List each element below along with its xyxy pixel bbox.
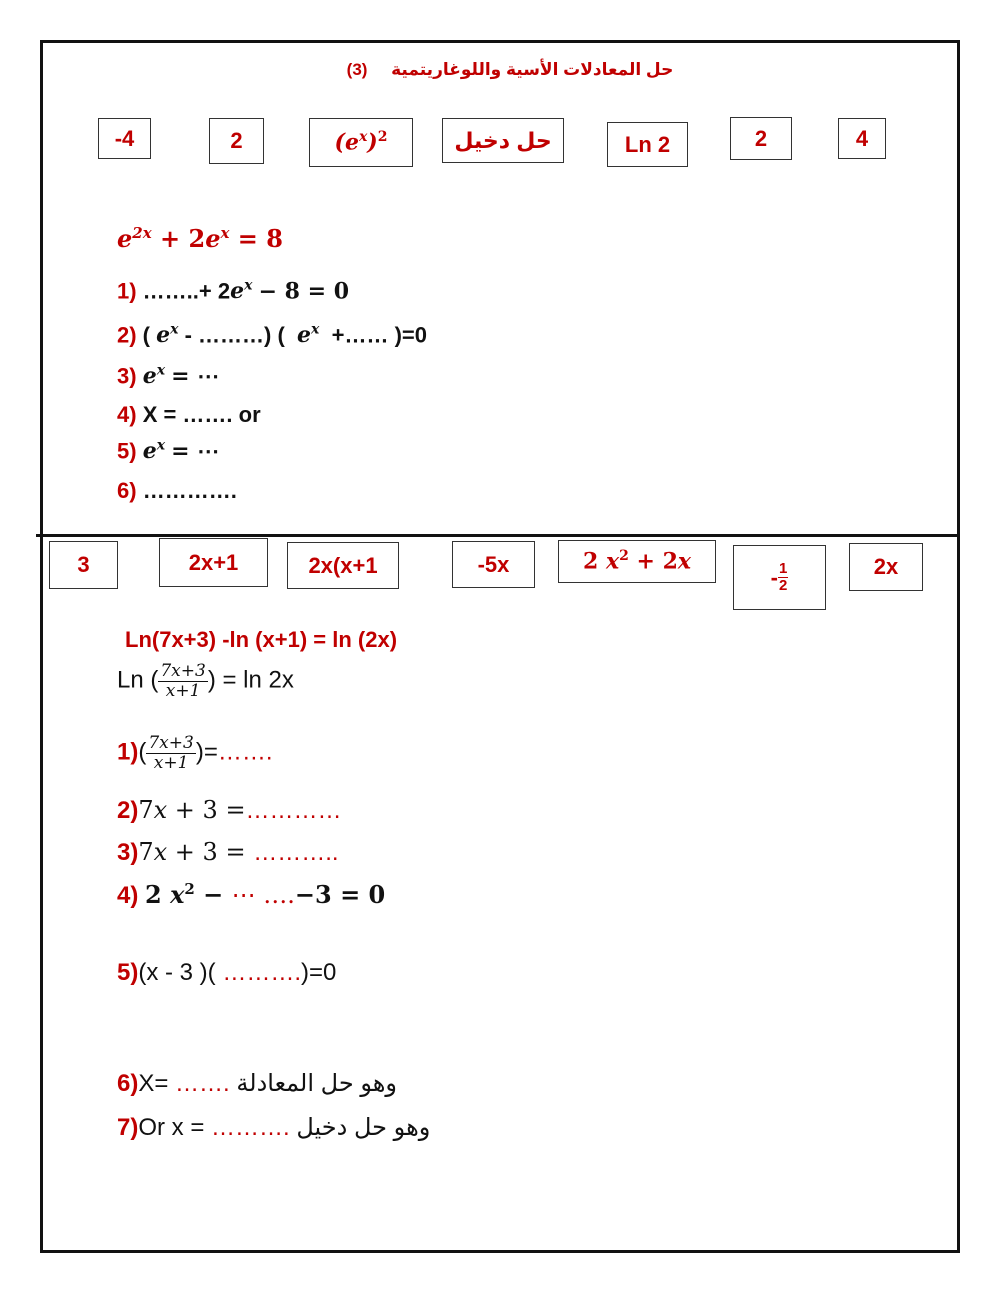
part1-step-6: 6) ………….	[117, 478, 237, 503]
title-text: حل المعادلات الأسية واللوغاريتمية	[391, 60, 674, 79]
part2-ln-line: Ln ( $\frac{7x+3}{x+1}$ ) = ln 2x	[117, 661, 294, 701]
top-chip-4[interactable]: حل دخيل	[442, 118, 564, 163]
worksheet-title	[300, 60, 720, 80]
bottom-chip-4[interactable]: -5x	[452, 541, 535, 588]
top-chip-5[interactable]: Ln 2	[607, 122, 688, 167]
part1-step-1: 1) ……..+ $2e^x - 8 = 0$	[117, 278, 350, 305]
part1-step-3: 3) $e^x$ = ⋯	[117, 363, 220, 390]
title-number: (3)	[346, 60, 368, 79]
section-divider	[36, 534, 958, 537]
top-chip-6[interactable]: 2	[730, 117, 792, 160]
top-chip-2[interactable]: 2	[209, 118, 264, 164]
part2-step-7: 7)Or x = ………. وهو حل دخيل	[117, 1114, 431, 1141]
part2-step-6: 6)X= ……. وهو حل المعادلة	[117, 1070, 397, 1097]
part2-step-3: 3)7x + 3 = ………..	[117, 838, 339, 866]
part2-step-2: 2)7x + 3 =…………	[117, 796, 342, 824]
top-chip-1[interactable]: -4	[98, 118, 151, 159]
part2-equation: Ln(7x+3) -ln (x+1) = ln (2x)	[125, 627, 398, 652]
bottom-chip-3[interactable]: 2x(x+1	[287, 542, 399, 589]
bottom-chip-1[interactable]: 3	[49, 541, 118, 589]
part2-step-1: 1)( $\frac{7x+3}{x+1}$ )=…….	[117, 733, 273, 773]
bottom-chip-6[interactable]: - $\frac{1}{2}$	[733, 545, 826, 610]
bottom-chip-7[interactable]: 2x	[849, 543, 923, 591]
part2-step-4: 4) 2 $x^2$ − ⋯ ….−3 = 0	[117, 880, 386, 909]
bottom-chip-5[interactable]: 2 $x^2 + 2x$	[558, 540, 716, 583]
bottom-chip-2[interactable]: 2x+1	[159, 538, 268, 587]
part1-equation: $e^{2x} + 2e^x = 8$	[117, 224, 283, 253]
top-chip-3[interactable]: $(e^x)^2$	[309, 118, 413, 167]
part1-step-2: 2) ( $e^x$ - ………) ( $e^x$ +…… )=0	[117, 322, 427, 349]
part1-step-5: 5) $e^x$ = ⋯	[117, 438, 220, 465]
top-chip-7[interactable]: 4	[838, 118, 886, 159]
part2-step-5: 5)(x - 3 )( ……….)=0	[117, 959, 337, 986]
part1-step-4: 4) X = ……. or	[117, 402, 261, 427]
